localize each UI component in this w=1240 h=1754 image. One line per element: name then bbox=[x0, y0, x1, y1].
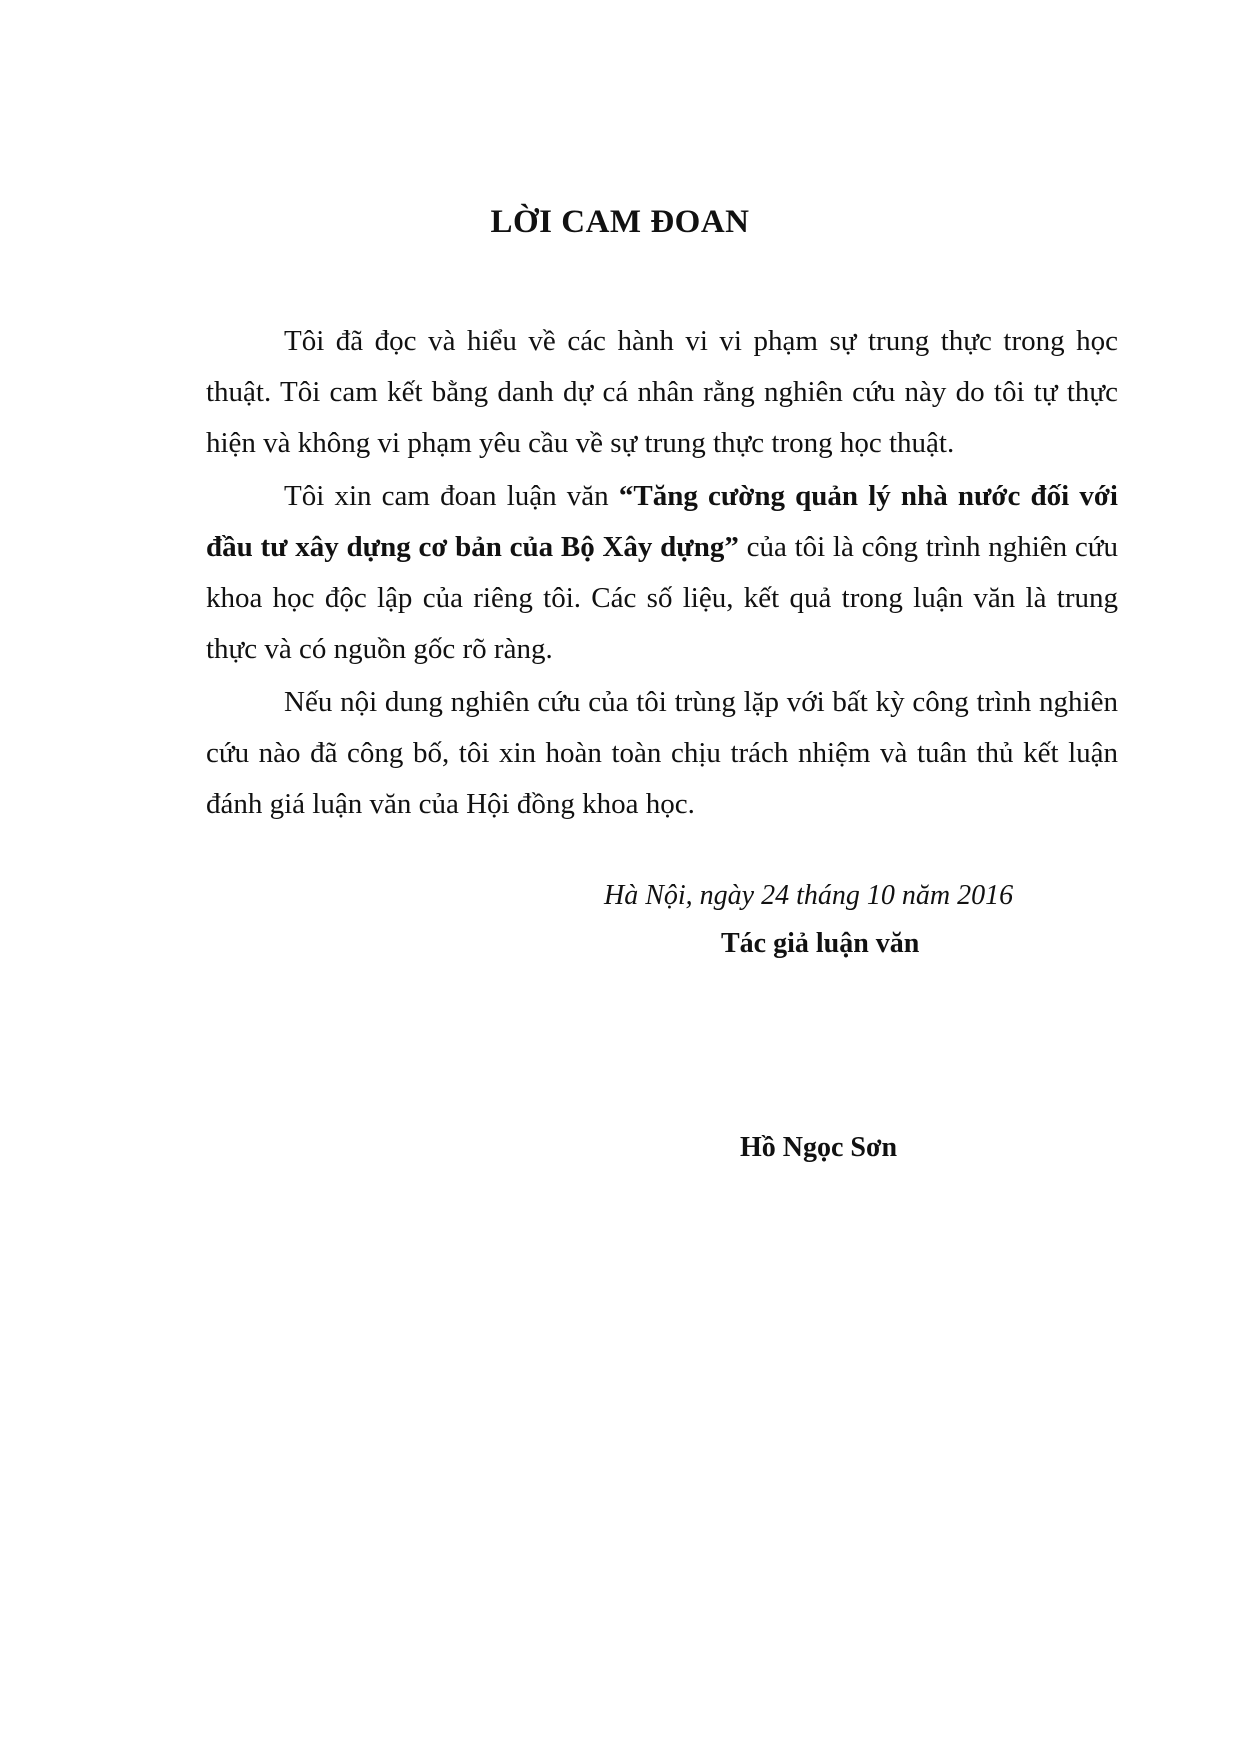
document-title: LỜI CAM ĐOAN bbox=[490, 204, 750, 240]
thesis-title: “Tăng cường quản lý nhà nước đối với đầu tư xây dựng cơ bản của Bộ Xây dựng” bbox=[206, 480, 1118, 563]
paragraph-thesis-intro: Tôi xin cam đoan luận văn bbox=[284, 480, 619, 512]
paragraph-integrity: Tôi đã đọc và hiểu về các hành vi vi phạm sự trung thực trong học thuật. Tôi cam kết bằng danh dự cá nhân rằng nghiên cứu này do tôi tự thực hiện và không vi phạm yêu cầu về sự trung thực trong học thuật. bbox=[206, 325, 1118, 459]
author-role: Tác giả luận văn bbox=[721, 928, 920, 959]
place-date: Hà Nội, ngày 24 tháng 10 năm 2016 bbox=[604, 880, 1014, 911]
paragraph-thesis-declaration bbox=[206, 471, 1118, 675]
paragraph-responsibility: Nếu nội dung nghiên cứu của tôi trùng lặp với bất kỳ công trình nghiên cứu nào đã công bố, tôi xin hoàn toàn chịu trách nhiệm và tuân thủ kết luận đánh giá luận văn của Hội đồng khoa học. bbox=[206, 686, 1118, 820]
declaration-body bbox=[206, 316, 1118, 832]
paragraph-thesis-rest: của tôi là công trình nghiên cứu khoa học độc lập của riêng tôi. Các số liệu, kết quả trong luận văn là trung thực và có nguồn gốc rõ ràng. bbox=[206, 531, 1118, 665]
author-name: Hồ Ngọc Sơn bbox=[740, 1132, 898, 1163]
